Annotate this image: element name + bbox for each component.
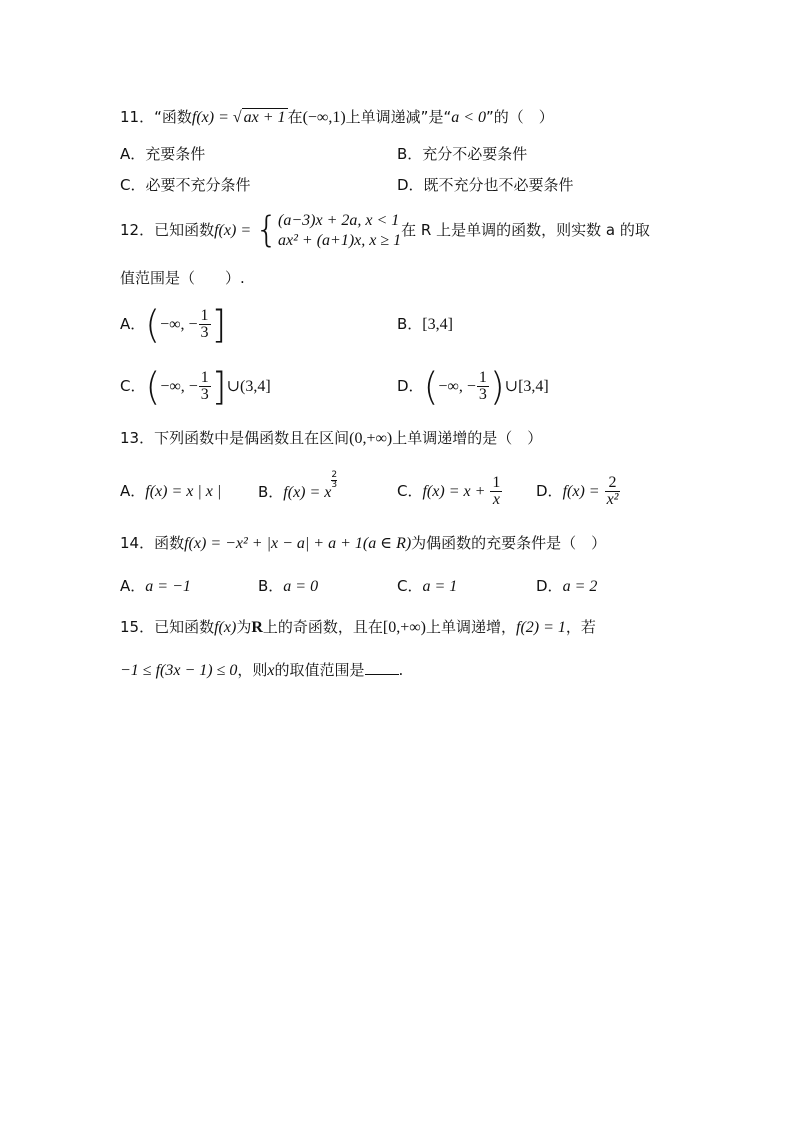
question-12-stem: 12．已知函数f(x) = { (a−3)x + 2a, x < 1 ax² + (a+1)x, x ≥ 1 在 R 上是单调的函数，则实数 a 的取 xyxy=(120,209,650,251)
q13-option-c[interactable]: C．f(x) = x + $\frac{1}{x}$ xyxy=(397,474,501,508)
question-number: 12． xyxy=(120,221,155,239)
question-15-stem-line2: −1 ≤ f(3x − 1) ≤ 0，则x的取值范围是 . xyxy=(120,661,404,679)
q13-option-b[interactable]: B．f(x) = x $^{\frac{2}{3}}$ xyxy=(258,470,338,501)
q11-option-a[interactable]: A．充要条件 xyxy=(120,145,206,163)
q11-option-b[interactable]: B．充分不必要条件 xyxy=(397,145,528,163)
q13-option-d[interactable]: D．f(x) = $\frac{2}{\text{x²}}$ xyxy=(536,474,619,508)
q12-option-a[interactable]: A．(−∞, − $\frac{1}{3}$ ] xyxy=(120,302,227,347)
fraction: $\frac{2}{\text{x²}}$ xyxy=(606,474,619,508)
fraction: $\frac{1}{3}$ xyxy=(200,307,209,341)
q13-option-a[interactable]: A．f(x) = x | x | xyxy=(120,482,222,500)
q12-option-d[interactable]: D．(−∞, − $\frac{1}{3}$ )∪[3,4] xyxy=(397,364,549,409)
answer-blank[interactable] xyxy=(365,660,399,675)
inequality: −1 ≤ f(3x − 1) ≤ 0 xyxy=(120,662,238,679)
question-15-stem: 15．已知函数f(x)为R上的奇函数，且在[0,+∞)上单调递增，f(2) = 1，若 xyxy=(120,618,596,636)
sqrt-radicand: ax + 1 xyxy=(243,109,286,126)
question-number: 15． xyxy=(120,618,155,636)
question-number: 13． xyxy=(120,429,155,447)
question-13-stem: 13．下列函数中是偶函数且在区间(0,+∞)上单调递增的是（ ） xyxy=(120,429,543,447)
fraction: $\frac{1}{x}$ xyxy=(492,474,501,508)
function-expression: f(x) = −x² + |x − a| + a + 1(a ∈ R) xyxy=(184,535,412,552)
question-14-stem: 14．函数f(x) = −x² + |x − a| + a + 1(a ∈ R)为偶函数的充要条件是（ ） xyxy=(120,534,607,552)
interval: (−∞,1) xyxy=(302,109,346,126)
q11-option-d[interactable]: D．既不充分也不必要条件 xyxy=(397,176,574,194)
q14-option-a[interactable]: A．a = −1 xyxy=(120,577,191,595)
function-name: f(x) = xyxy=(191,109,233,126)
q14-option-d[interactable]: D．a = 2 xyxy=(536,577,598,595)
question-number: 14． xyxy=(120,534,155,552)
interval: [0,+∞) xyxy=(382,619,426,636)
fraction: $\frac{1}{3}$ xyxy=(200,369,209,403)
fraction: $\frac{1}{3}$ xyxy=(478,369,487,403)
function-name: f(x) = xyxy=(214,222,256,239)
q14-option-c[interactable]: C．a = 1 xyxy=(397,577,458,595)
piecewise-cases: (a−3)x + 2a, x < 1 ax² + (a+1)x, x ≥ 1 xyxy=(278,211,402,249)
q12-option-c[interactable]: C．(−∞, − $\frac{1}{3}$ ]∪(3,4] xyxy=(120,364,271,409)
condition: a < 0 xyxy=(451,109,487,126)
question-number: 11． xyxy=(120,108,155,126)
q11-option-c[interactable]: C．必要不充分条件 xyxy=(120,176,251,194)
q12-option-b[interactable]: B．[3,4] xyxy=(397,315,453,333)
question-11-stem: 11．“函数f(x) = √ ax + 1 在(−∞,1)上单调递减”是“a < 0”的（ ） xyxy=(120,108,554,126)
interval: (0,+∞) xyxy=(349,430,393,447)
question-12-stem-line2: 值范围是（ ）. xyxy=(120,269,245,287)
q14-option-b[interactable]: B．a = 0 xyxy=(258,577,319,595)
